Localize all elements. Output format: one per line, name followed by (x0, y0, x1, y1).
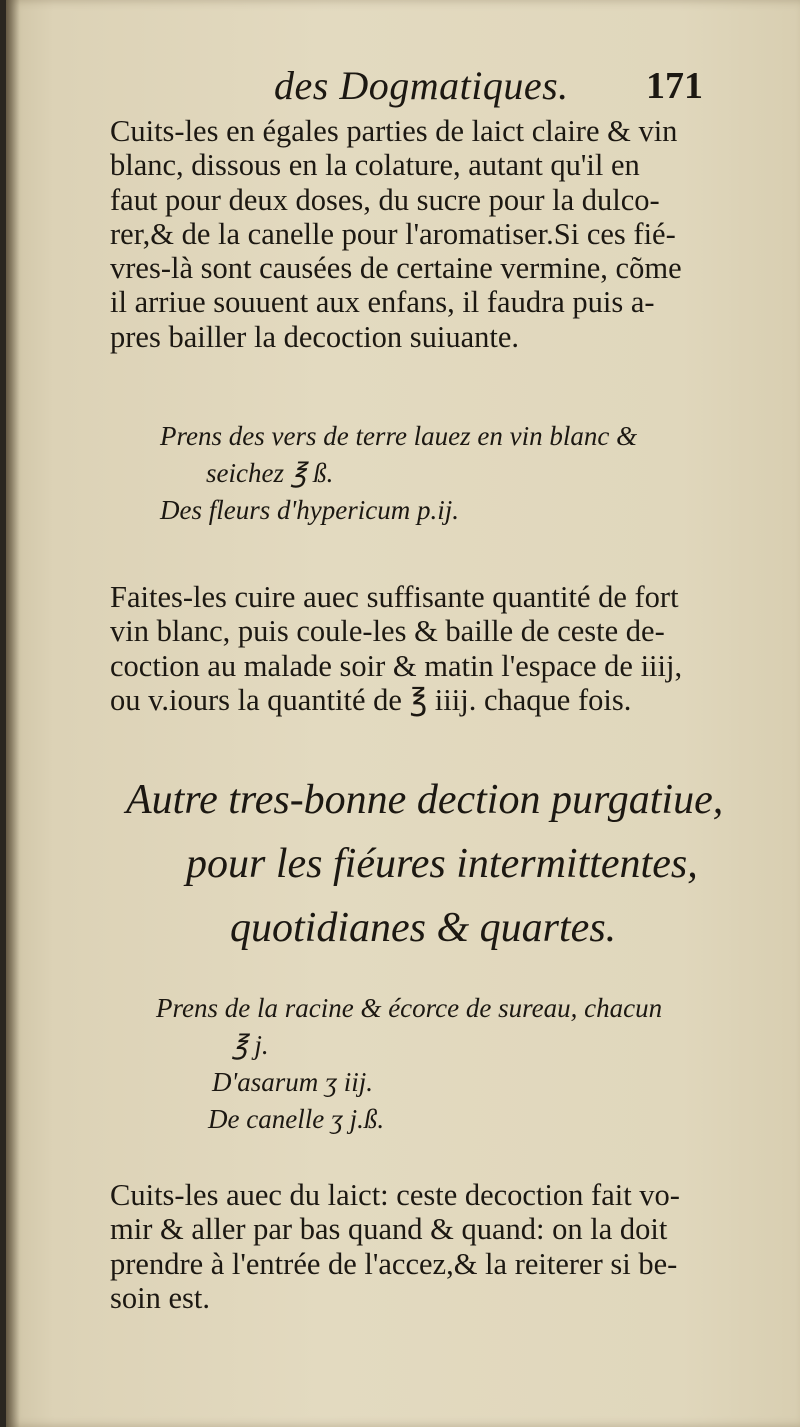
text-line: blanc, dissous en la colature, autant qu'il en (110, 148, 640, 183)
section-heading (106, 768, 746, 960)
recipe-line: Des fleurs d'hypericum p.ij. (160, 495, 459, 525)
text-line: Faites-les cuire auec suffisante quantité de fort (110, 580, 679, 614)
running-head: des Dogmatiques. (274, 63, 569, 108)
heading-line: pour les fiéures intermittentes, (186, 841, 698, 887)
text-line: rer,& de la canelle pour l'aromatiser.Si ces fié- (110, 216, 676, 251)
text-line: Cuits-les en égales parties de laict claire & vin (110, 114, 678, 148)
heading-line: Autre tres-bonne dection purgatiue, (126, 777, 724, 823)
text-line: prendre à l'entrée de l'accez,& la reiterer si be- (110, 1246, 678, 1281)
recipe-line: Prens des vers de terre lauez en vin blanc & (160, 421, 638, 451)
page-number: 171 (646, 65, 703, 107)
text-line: Cuits-les auec du laict: ceste decoction fait vo- (110, 1178, 680, 1212)
heading-line: quotidianes & quartes. (230, 905, 617, 951)
paragraph-3 (110, 1178, 730, 1315)
paragraph-1 (110, 114, 730, 354)
recipe-line: D'asarum ʒ iij. (212, 1067, 374, 1097)
recipe-line: ℥ j. (232, 1030, 269, 1060)
paragraph-2 (110, 580, 730, 717)
recipe-1 (160, 418, 637, 529)
text-line: mir & aller par bas quand & quand: on la doit (110, 1212, 668, 1247)
recipe-line: Prens de la racine & écorce de sureau, chacun (156, 993, 663, 1023)
recipe-line: seichez ℥ ß. (206, 458, 334, 488)
text-line: faut pour deux doses, du sucre pour la dulco- (110, 182, 660, 217)
text-line: vin blanc, puis coule-les & baille de ceste de- (110, 614, 665, 649)
text-line: ou v.iours la quantité de ℥ iiij. chaque fois. (110, 682, 632, 717)
book-page (6, 0, 800, 1427)
text-line: il arriue souuent aux enfans, il faudra puis a- (110, 285, 655, 320)
text-line: pres bailler la decoction suiuante. (110, 319, 520, 354)
recipe-2 (156, 990, 662, 1138)
text-line: coction au malade soir & matin l'espace de iiij, (110, 648, 683, 683)
recipe-line: De canelle ʒ j.ß. (208, 1104, 385, 1134)
text-line: soin est. (110, 1280, 210, 1315)
text-line: vres-là sont causées de certaine vermine, cõme (110, 251, 682, 286)
page-header (274, 62, 724, 112)
